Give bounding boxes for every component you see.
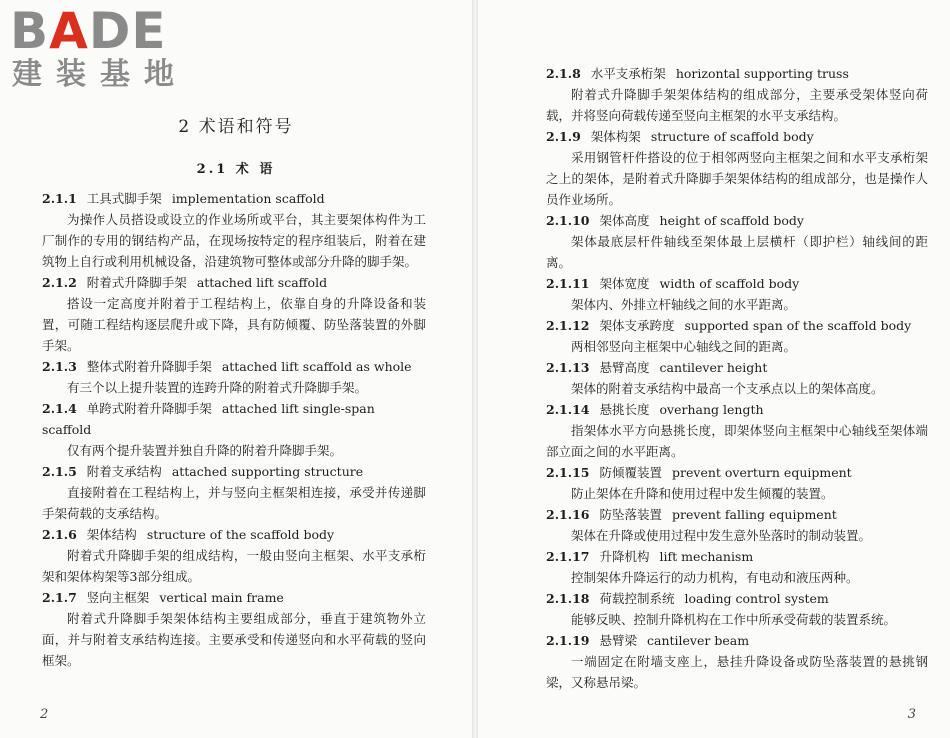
term-heading (546, 630, 928, 651)
term-heading (42, 356, 426, 377)
term-definition: 附着式升降脚手架的组成结构，一般由竖向主框架、水平支承桁架和架体构架等3部分组成。 (42, 548, 426, 584)
term-number: 2.1.5 (42, 464, 77, 479)
term-definition: 采用钢管杆件搭设的位于相邻两竖向主框架之间和水平支承桁架之上的架体，是附着式升降脚手架架体结构的组成部分，也是操作人员作业场所。 (546, 150, 928, 207)
term-name-en: structure of the scaffold body (146, 527, 335, 542)
term-number: 2.1.8 (546, 66, 581, 81)
term-definition: 直接附着在工程结构上，并与竖向主框架相连接，承受并传递脚手架荷载的支承结构。 (42, 485, 426, 521)
term-name-en: height of scaffold body (659, 213, 804, 228)
left-page (0, 0, 472, 738)
right-page (478, 0, 950, 738)
term-definition: 能够反映、控制升降机构在工作中所承受荷载的装置系统。 (571, 612, 897, 627)
term-heading (546, 399, 928, 420)
term-definition: 附着式升降脚手架架体结构主要组成部分，垂直于建筑物外立面，并与附着支承结构连接。主要承受和传递竖向和水平荷载的竖向框架。 (42, 611, 426, 668)
chapter-title: 2 术语和符号 (178, 117, 294, 137)
term-name-en: attached lift scaffold as whole (221, 359, 412, 374)
right-term-list (546, 63, 928, 693)
term-heading (546, 63, 928, 84)
page-number-left: 2 (40, 707, 49, 722)
term-name-zh: 荷载控制系统 (599, 591, 675, 606)
term-number: 2.1.13 (546, 360, 590, 375)
term-number: 2.1.16 (546, 507, 590, 522)
term-number: 2.1.1 (42, 191, 77, 206)
term-name-zh: 架体构架 (590, 129, 641, 144)
term-heading (42, 587, 426, 608)
term-number: 2.1.15 (546, 465, 590, 480)
term-name-zh: 整体式附着升降脚手架 (86, 359, 212, 374)
term-number: 2.1.6 (42, 527, 77, 542)
term-name-zh: 竖向主框架 (86, 590, 150, 605)
term-name-zh: 附着支承结构 (86, 464, 162, 479)
term-number: 2.1.9 (546, 129, 581, 144)
term-name-zh: 水平支承桁架 (590, 66, 666, 81)
term-number: 2.1.10 (546, 213, 590, 228)
term-name-en: width of scaffold body (659, 276, 800, 291)
term-number: 2.1.14 (546, 402, 590, 417)
term-definition: 指架体水平方向悬挑长度，即架体竖向主框架中心轴线至架体端部立面之间的水平距离。 (546, 423, 928, 459)
term-number: 2.1.2 (42, 275, 77, 290)
term-definition: 附着式升降脚手架架体结构的组成部分，主要承受架体竖向荷载，并将竖向荷载传递至竖向主框架的水平支承结构。 (546, 87, 928, 123)
term-number: 2.1.11 (546, 276, 590, 291)
term-name-en: cantilever height (659, 360, 768, 375)
term-definition: 搭设一定高度并附着于工程结构上，依靠自身的升降设备和装置，可随工程结构逐层爬升或下降，具有防倾覆、防坠落装置的外脚手架。 (42, 296, 426, 353)
term-definition: 架体内、外排立杆轴线之间的水平距离。 (571, 297, 797, 312)
term-name-en: attached lift scaffold (196, 275, 328, 290)
term-name-zh: 防坠落装置 (599, 507, 663, 522)
term-definition: 两相邻竖向主框架中心轴线之间的距离。 (571, 339, 797, 354)
term-name-zh: 升降机构 (599, 549, 650, 564)
term-name-en: horizontal supporting truss (675, 66, 849, 81)
term-name-en: cantilever beam (647, 633, 750, 648)
term-heading (42, 188, 426, 209)
term-name-zh: 架体高度 (599, 213, 650, 228)
term-number: 2.1.17 (546, 549, 590, 564)
term-number: 2.1.7 (42, 590, 77, 605)
term-name-zh: 悬臂高度 (599, 360, 650, 375)
left-term-list (42, 188, 426, 671)
term-name-zh: 悬臂梁 (599, 633, 638, 648)
term-definition: 架体最底层杆件轴线至架体最上层横杆（即护栏）轴线间的距离。 (546, 234, 928, 270)
term-name-zh: 单跨式附着升降脚手架 (86, 401, 212, 416)
term-definition: 架体在升降或使用过程中发生意外坠落时的制动装置。 (571, 528, 872, 543)
term-name-en: prevent overturn equipment (672, 465, 852, 480)
term-heading (546, 588, 928, 609)
logo-wordmark: BADE (10, 2, 167, 60)
term-name-zh: 附着式升降脚手架 (86, 275, 187, 290)
term-heading (546, 504, 928, 525)
term-heading (546, 357, 928, 378)
term-heading (42, 272, 426, 293)
term-name-en: overhang length (659, 402, 764, 417)
term-heading (546, 462, 928, 483)
term-definition: 有三个以上提升装置的连跨升降的附着式升降脚手架。 (67, 380, 368, 395)
section-title: 2.1 术 语 (196, 162, 276, 177)
term-heading (42, 398, 426, 440)
term-name-zh: 防倾覆装置 (599, 465, 663, 480)
term-heading (546, 546, 928, 567)
term-definition: 防止架体在升降和使用过程中发生倾覆的装置。 (571, 486, 834, 501)
term-definition: 一端固定在附墙支座上，悬挂升降设备或防坠落装置的悬挑钢梁，又称悬吊梁。 (546, 654, 928, 690)
term-heading (546, 273, 928, 294)
term-definition: 架体的附着支承结构中最高一个支承点以上的架体高度。 (571, 381, 884, 396)
logo-subtitle: 建装基地 (12, 57, 188, 92)
term-name-zh: 架体结构 (86, 527, 137, 542)
term-name-en: implementation scaffold (171, 191, 325, 206)
term-number: 2.1.19 (546, 633, 590, 648)
term-number: 2.1.12 (546, 318, 590, 333)
term-name-en: prevent falling equipment (672, 507, 837, 522)
term-definition: 控制架体升降运行的动力机构，有电动和液压两种。 (571, 570, 859, 585)
page-number-right: 3 (907, 707, 916, 722)
term-heading (546, 126, 928, 147)
term-number: 2.1.3 (42, 359, 77, 374)
term-name-en: loading control system (684, 591, 829, 606)
term-heading (546, 315, 928, 336)
term-name-en: attached lift single-span scaffold (42, 401, 375, 437)
bade-logo (10, 4, 188, 92)
term-name-en: lift mechanism (659, 549, 754, 564)
term-name-zh: 架体宽度 (599, 276, 650, 291)
term-name-zh: 悬挑长度 (599, 402, 650, 417)
term-definition: 为操作人员搭设或设立的作业场所或平台，其主要架体构件为工厂制作的专用的钢结构产品，在现场按特定的程序组装后，附着在建筑物上自行或利用机械设备，沿建筑物可整体或部分升降的脚手架。 (42, 212, 426, 269)
term-definition: 仅有两个提升装置并独自升降的附着升降脚手架。 (67, 443, 343, 458)
term-heading (546, 210, 928, 231)
term-heading (42, 461, 426, 482)
term-name-zh: 工具式脚手架 (86, 191, 162, 206)
term-name-en: attached supporting structure (171, 464, 364, 479)
logo-accent-letter: A (49, 2, 89, 60)
term-number: 2.1.18 (546, 591, 590, 606)
term-number: 2.1.4 (42, 401, 77, 416)
term-name-zh: 架体支承跨度 (599, 318, 675, 333)
term-heading (42, 524, 426, 545)
term-name-en: vertical main frame (159, 590, 284, 605)
term-name-en: supported span of the scaffold body (684, 318, 912, 333)
term-name-en: structure of scaffold body (650, 129, 814, 144)
